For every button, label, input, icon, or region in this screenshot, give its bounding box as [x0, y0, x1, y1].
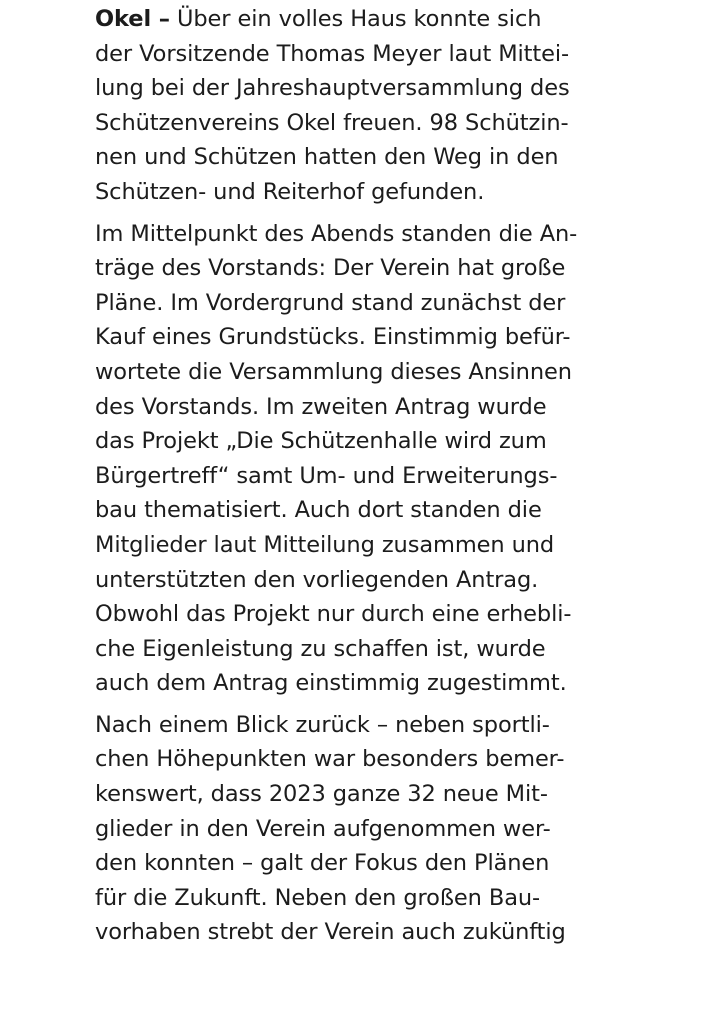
text-line: nen und Schützen hatten den Weg in den: [95, 144, 559, 171]
paragraph-1: [95, 2, 655, 210]
text-line: Schützenvereins Okel freuen. 98 Schützin-: [95, 109, 569, 136]
text-line: kenswert, dass 2023 ganze 32 neue Mit-: [95, 781, 548, 808]
text-line: lung bei der Jahreshauptversammlung des: [95, 75, 570, 102]
text-line: Mitglieder laut Mitteilung zusammen und: [95, 531, 555, 558]
text-line: [95, 2, 655, 37]
text-line: des Vorstands. Im zweiten Antrag wurde: [95, 393, 547, 420]
text-line: che Eigenleistung zu schaffen ist, wurde: [95, 635, 546, 662]
text-line: träge des Vorstands: Der Verein hat große: [95, 255, 566, 282]
dateline-lead: Okel –: [95, 6, 170, 32]
text-line: wortete die Versammlung dieses Ansinnen: [95, 358, 572, 385]
text-line: Im Mittelpunkt des Abends standen die An-: [95, 220, 578, 247]
text-line: Kauf eines Grundstücks. Einstimmig befür-: [95, 324, 571, 351]
text-line: vorhaben strebt der Verein auch zukünftig: [95, 919, 566, 946]
text-line: Pläne. Im Vordergrund stand zunächst der: [95, 289, 566, 316]
text-line: chen Höhepunkten war besonders bemer-: [95, 746, 565, 773]
paragraph-3: [95, 708, 655, 950]
text-line: für die Zukunft. Neben den großen Bau-: [95, 884, 541, 911]
text-line: bau thematisiert. Auch dort standen die: [95, 497, 542, 524]
text-line: Obwohl das Projekt nur durch eine erhebli-: [95, 601, 572, 628]
text-line: glieder in den Verein aufgenommen wer-: [95, 815, 551, 842]
text-line: unterstützten den vorliegenden Antrag.: [95, 566, 539, 593]
article-body: [95, 2, 655, 957]
paragraph-2: [95, 217, 655, 701]
text-line: Bürgertreff“ samt Um- und Erweiterungs-: [95, 462, 558, 489]
text-line: das Projekt „Die Schützenhalle wird zum: [95, 428, 547, 455]
text-line: Nach einem Blick zurück – neben sportli-: [95, 711, 550, 738]
text-line: der Vorsitzende Thomas Meyer laut Mittei-: [95, 40, 570, 67]
text-line: auch dem Antrag einstimmig zugestimmt.: [95, 670, 567, 697]
text-line: Schützen- und Reiterhof gefunden.: [95, 178, 485, 205]
line-text: Über ein volles Haus konnte sich: [169, 6, 542, 32]
text-line: den konnten – galt der Fokus den Plänen: [95, 850, 550, 877]
